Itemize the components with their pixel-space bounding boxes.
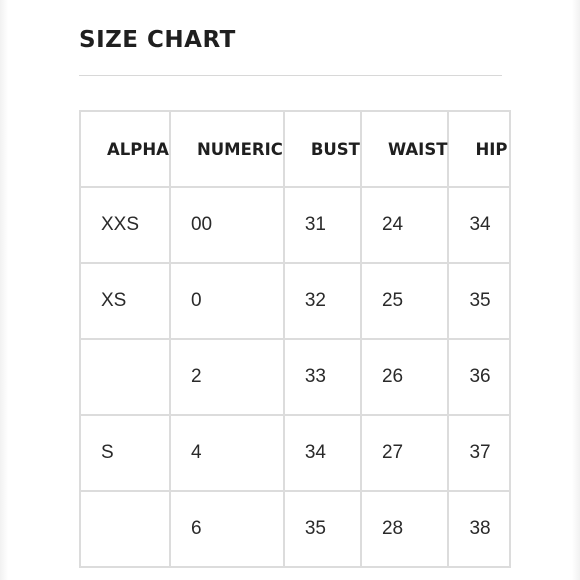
title-divider xyxy=(79,75,502,76)
cell-bust: 33 xyxy=(284,339,361,415)
cell-numeric: 2 xyxy=(170,339,284,415)
cell-alpha: XXS xyxy=(80,187,170,263)
table-row xyxy=(80,339,510,415)
header-alpha: ALPHA xyxy=(80,111,170,187)
cell-waist: 28 xyxy=(361,491,449,567)
cell-bust: 32 xyxy=(284,263,361,339)
table-row xyxy=(80,415,510,491)
cell-hip: 36 xyxy=(448,339,510,415)
cell-alpha: XS xyxy=(80,263,170,339)
table-row xyxy=(80,187,510,263)
right-edge-shadow xyxy=(572,0,580,580)
size-chart-table xyxy=(79,110,511,568)
header-numeric: NUMERIC xyxy=(170,111,284,187)
table-header-row xyxy=(80,111,510,187)
cell-waist: 25 xyxy=(361,263,449,339)
header-waist: WAIST xyxy=(361,111,449,187)
cell-numeric: 00 xyxy=(170,187,284,263)
cell-hip: 37 xyxy=(448,415,510,491)
header-bust: BUST xyxy=(284,111,361,187)
cell-hip: 35 xyxy=(448,263,510,339)
cell-hip: 34 xyxy=(448,187,510,263)
cell-hip: 38 xyxy=(448,491,510,567)
cell-alpha xyxy=(80,339,170,415)
cell-waist: 24 xyxy=(361,187,449,263)
cell-numeric: 0 xyxy=(170,263,284,339)
cell-alpha xyxy=(80,491,170,567)
cell-numeric: 4 xyxy=(170,415,284,491)
cell-bust: 35 xyxy=(284,491,361,567)
cell-bust: 31 xyxy=(284,187,361,263)
table-row xyxy=(80,491,510,567)
page-title: SIZE CHART xyxy=(79,27,236,53)
header-hip: HIP xyxy=(448,111,510,187)
left-edge-shadow xyxy=(0,0,8,580)
cell-bust: 34 xyxy=(284,415,361,491)
cell-waist: 26 xyxy=(361,339,449,415)
cell-waist: 27 xyxy=(361,415,449,491)
table-row xyxy=(80,263,510,339)
cell-numeric: 6 xyxy=(170,491,284,567)
cell-alpha: S xyxy=(80,415,170,491)
